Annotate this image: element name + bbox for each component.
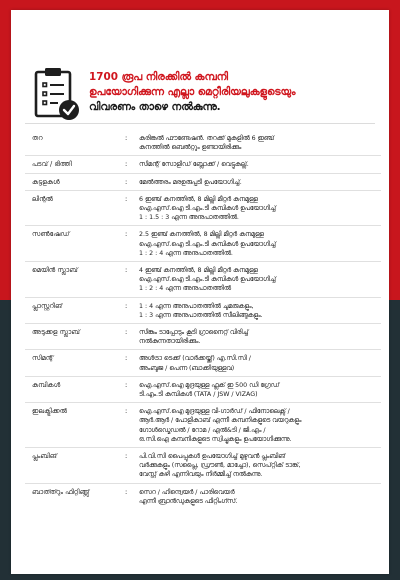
spec-row <box>25 191 381 227</box>
spec-colon: : <box>125 354 128 363</box>
spec-value-line: അംബുജ / പെന്ന (ബാക്കിയുള്ളവ) <box>139 364 235 372</box>
spec-value-line: ഐ.എസ്.ഐ ടി.എം.ടി കമ്പികൾ ഉപയോഗിച്ച് <box>139 240 276 248</box>
spec-colon: : <box>125 452 128 461</box>
spec-colon: : <box>125 194 128 203</box>
spec-label: പടവ് / ഭിത്തി <box>32 160 72 169</box>
spec-colon: : <box>125 177 128 186</box>
spec-label: അടുക്കള സ്ലാബ് <box>32 328 80 337</box>
spec-value-line: അൾട്രാ ടെക്ക് (വാർക്കയ്ക്ക്) എ.സി.സി / <box>139 355 251 363</box>
spec-value <box>139 160 381 169</box>
spec-label: പ്ലാസ്റ്ററിങ് <box>32 301 63 310</box>
spec-row <box>25 226 381 262</box>
spec-label: സിമന്റ് <box>32 354 54 363</box>
spec-value <box>139 452 381 480</box>
spec-value-line: ഗോൾഡ്മെഡൽ / റോമ / എൽ&ടി / ജി.എം / <box>139 426 266 434</box>
spec-value <box>139 195 381 223</box>
spec-row <box>25 448 381 484</box>
spec-value-line: ഐ.എസ്.ഐ മുദ്രയുള്ള വി-ഗാർഡ് / ഫിനോലെക്സ് / <box>139 408 290 416</box>
spec-value-line: വർക്കുകളും (സപ്ലൈ, ഡ്രൗൺ, മാച്ചോ), സെപ്റ്റിക് ടാങ്ക്, <box>139 462 301 470</box>
page-title <box>89 70 379 115</box>
clipboard-checklist-check-icon <box>33 66 81 124</box>
spec-row <box>25 262 381 298</box>
spec-row <box>25 156 381 173</box>
spec-value-line: ആർ.ആർ / പോളികാബ് എന്നീ കമ്പനികളുടെ വയറുകളും <box>139 417 302 425</box>
spec-value-line: 6 ഇഞ്ച് കനത്തിൽ, 8 മില്ലി മീറ്റർ കനമുള്ള <box>139 195 258 203</box>
spec-value-line: സെറ / ഹിന്ദ്വെയർ / പാരിവെയർ <box>139 488 235 496</box>
spec-value-line: കനത്തിൽ ബെൽറ്റും ഉണ്ടായിരിക്കും <box>139 144 242 152</box>
title-line-2: ഉപയോഗിക്കുന്ന എല്ലാ മെറ്റീരിയലുകളുടെയും <box>89 86 296 98</box>
spec-value-line: നൽകുന്നതായിരിക്കും. <box>139 338 201 346</box>
spec-row <box>25 174 381 191</box>
spec-value-line: 4 ഇഞ്ച് കനത്തിൽ, 8 മില്ലി മീറ്റർ കനമുള്ള <box>139 267 258 275</box>
spec-value-line: മേൽത്തരം മരഉരുപ്പടി ഉപയോഗിച്ച്. <box>139 178 242 186</box>
title-line-1: 1700 രൂപ നിരക്കിൽ കമ്പനി <box>89 71 229 83</box>
spec-label: ഇലക്ട്രിക്കൽ <box>32 407 68 416</box>
spec-list <box>25 130 381 509</box>
spec-colon: : <box>125 407 128 416</box>
spec-colon: : <box>125 160 128 169</box>
spec-value-line: 2.5 ഇഞ്ച് കനത്തിൽ, 8 മില്ലി മീറ്റർ കനമുള്ള <box>139 231 264 239</box>
spec-value-line: ഐ.എസ്.ഐ ടി.എം.ടി കമ്പികൾ ഉപയോഗിച്ച് <box>139 205 276 213</box>
spec-row <box>25 484 381 509</box>
spec-value-line: 1 : 1.5 : 3 എന്ന അനുപാതത്തിൽ. <box>139 214 239 222</box>
spec-value <box>139 488 381 506</box>
spec-value <box>139 178 381 187</box>
spec-value-line: ഒ.സി.ഐ കമ്പനികളുടെ സ്വിച്ചുകളും ഉപയോഗിക്കുന്നു. <box>139 435 292 443</box>
spec-label: പ്ലംബിങ് <box>32 452 57 461</box>
spec-value-line: 1 : 2 : 4 എന്ന അനുപാതത്തിൽ. <box>139 249 233 257</box>
spec-colon: : <box>125 266 128 275</box>
spec-label: കമ്പികൾ <box>32 380 61 389</box>
spec-card <box>11 10 389 574</box>
spec-value-line: 1 : 4 എന്ന അനുപാതത്തിൽ ചുമരുകളും, <box>139 302 254 310</box>
spec-value-line: ടി.എം.ടി കമ്പികൾ (TATA / JSW / VIZAG) <box>139 391 258 399</box>
spec-colon: : <box>125 328 128 337</box>
spec-value <box>139 302 381 320</box>
title-line-3: വിവരണം താഴെ നൽകുന്നു. <box>89 101 221 113</box>
spec-value-line: 1 : 2 : 4 എന്ന അനുപാതത്തിൽ <box>139 285 231 293</box>
spec-colon: : <box>125 380 128 389</box>
spec-colon: : <box>125 487 128 496</box>
spec-label: ലിന്റൽ <box>32 194 53 203</box>
spec-label: തറ <box>32 134 43 142</box>
spec-value-line: പി.വി.സി പൈപ്പുകൾ ഉപയോഗിച്ച് മുഴുവൻ പ്ലംബിങ് <box>139 453 286 461</box>
spec-value-line: 1 : 3 എന്ന അനുപാതത്തിൽ സീലിങ്ങുകളും. <box>139 311 263 319</box>
spec-row <box>25 298 381 324</box>
spec-value <box>139 381 381 399</box>
spec-value-line: സിങ്കും ടാപ്പോടും കൂടി ഗ്രാനൈറ്റ് വിരിച്ച് <box>139 329 249 337</box>
spec-label: കട്ടളകൾ <box>32 177 60 186</box>
spec-label: മെയിൻ സ്ലാബ് <box>32 266 78 275</box>
spec-value-line: ഐ.എസ്.ഐ ടി.എം.ടി കമ്പികൾ ഉപയോഗിച്ച് <box>139 276 276 284</box>
spec-row <box>25 324 381 350</box>
spec-value <box>139 354 381 372</box>
spec-value-line: സിമന്റ് സോളിഡ് ബ്ലോക്ക് / വെട്ടുകല്ല്. <box>139 161 249 169</box>
spec-value <box>139 328 381 346</box>
spec-row <box>25 403 381 448</box>
spec-value <box>139 266 381 294</box>
card-header <box>11 10 389 128</box>
header-divider <box>25 123 375 124</box>
spec-value <box>139 134 381 152</box>
spec-row <box>25 377 381 403</box>
spec-value <box>139 407 381 444</box>
spec-value-line: വേസ്റ്റ് കുഴി എന്നിവയും നിർമ്മിച്ച് നൽകുന്നു. <box>139 471 263 479</box>
spec-value <box>139 230 381 258</box>
spec-row <box>25 350 381 376</box>
spec-colon: : <box>125 134 128 142</box>
spec-row <box>25 130 381 156</box>
spec-colon: : <box>125 230 128 239</box>
spec-value-line: കരിങ്കൽ ഫൗണ്ടേഷൻ. തറക്ക് മുകളിൽ 6 ഇഞ്ച് <box>139 135 274 142</box>
spec-value-line: എന്നീ ബ്രാൻഡുകളുടെ ഫിറ്റിംഗ്സ്. <box>139 497 238 505</box>
spec-value-line: ഐ.എസ്.ഐ മുദ്രയുള്ള ഫ്ലക് ഇ 500 ഡി ഗ്രേഡ് <box>139 381 280 389</box>
spec-label: ബാത്ത്റും ഫിറ്റിങ്ങ്സ് <box>32 487 90 496</box>
spec-label: സൺഷേഡ് <box>32 230 70 239</box>
spec-colon: : <box>125 301 128 310</box>
